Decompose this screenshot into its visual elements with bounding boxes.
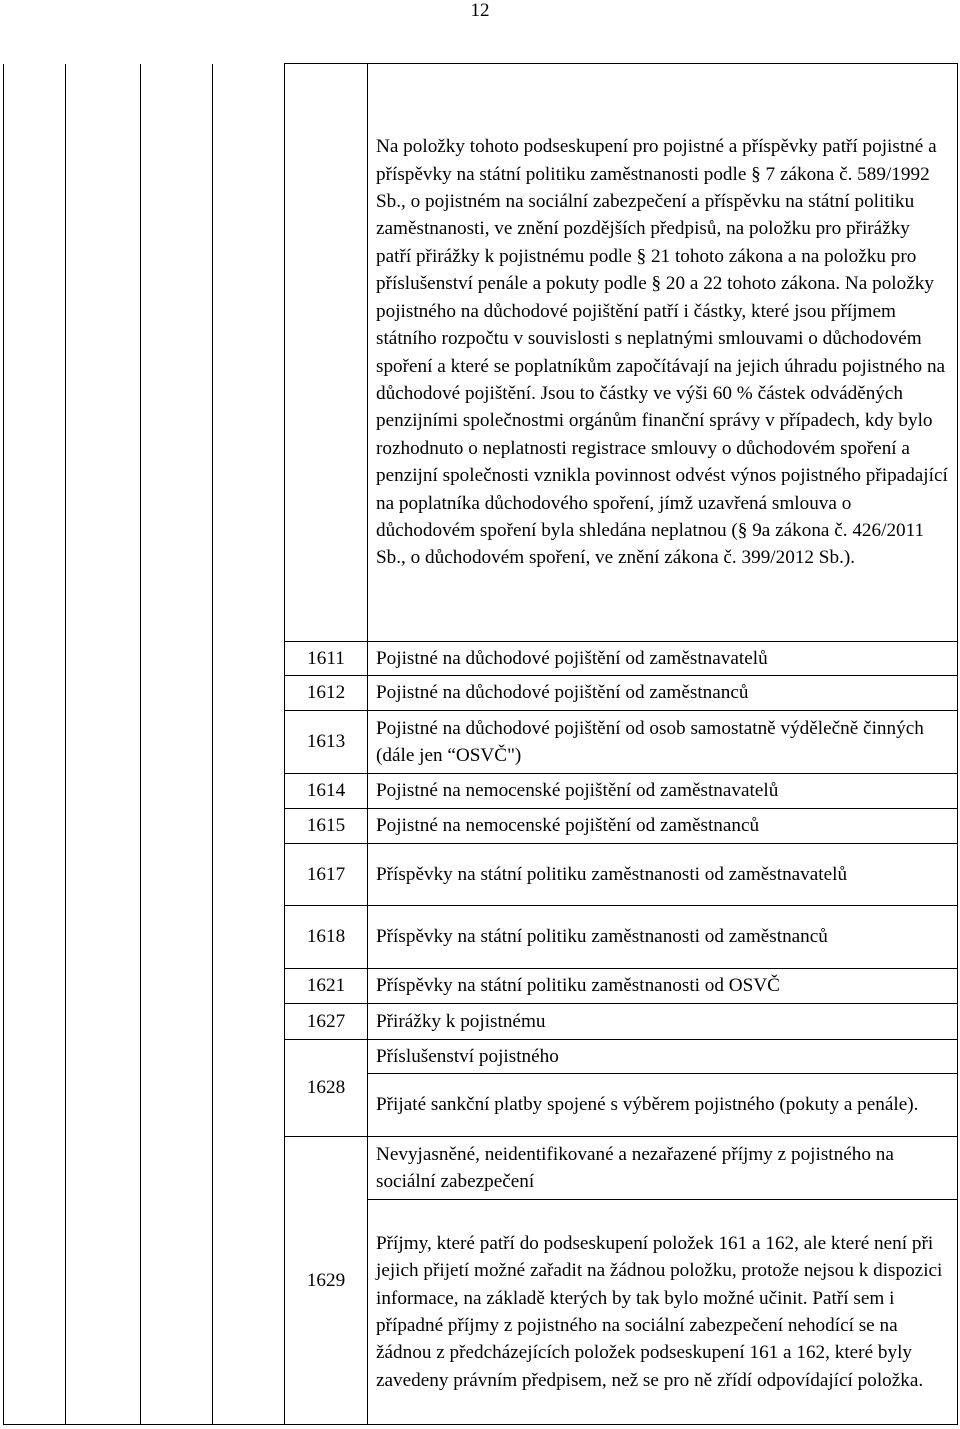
- table-row: [4, 844, 958, 906]
- item-code: 1613: [285, 711, 368, 774]
- intro-code-cell: [285, 64, 368, 642]
- table-row: [4, 774, 958, 809]
- table-row: [4, 711, 958, 774]
- table-row-1629-title: [4, 1137, 958, 1200]
- item-text: Pojistné na důchodové pojištění od zaměstnanců: [368, 676, 958, 711]
- table-row-1628-description: [4, 1074, 958, 1137]
- table-row: [4, 809, 958, 844]
- table-row-1629-description: [4, 1200, 958, 1425]
- item-code: 1614: [285, 774, 368, 809]
- budget-items-table: [3, 63, 958, 1425]
- item-code: 1617: [285, 844, 368, 906]
- table-row: [4, 969, 958, 1004]
- item-text: Pojistné na důchodové pojištění od zaměstnavatelů: [368, 642, 958, 676]
- page-number: 12: [470, 0, 490, 21]
- table-row-1628-title: [4, 1040, 958, 1074]
- item-title: Příslušenství pojistného: [368, 1040, 958, 1074]
- table-row: [4, 1004, 958, 1040]
- item-text: Příspěvky na státní politiku zaměstnanosti od zaměstnanců: [368, 906, 958, 969]
- item-text: Příspěvky na státní politiku zaměstnanosti od zaměstnavatelů: [368, 844, 958, 906]
- item-text: Pojistné na nemocenské pojištění od zaměstnanců: [368, 809, 958, 844]
- item-code: 1618: [285, 906, 368, 969]
- item-code: 1611: [285, 642, 368, 676]
- item-text: Přirážky k pojistnému: [368, 1004, 958, 1040]
- table-row: [4, 676, 958, 711]
- intro-text: Na položky tohoto podseskupení pro pojistné a příspěvky patří pojistné a příspěvky na státní politiku zaměstnanosti podle § 7 zákona č. 589/1992 Sb., o pojistném na sociální zabezpečení a příspěvku na státní politiku zaměstnanosti, ve znění pozdějších předpisů, na položku pro přirážky patří přirážky k pojistnému podle § 21 tohoto zákona a na položku pro příslušenství penále a pokuty podle § 20 a 22 tohoto zákona. Na položky pojistného na důchodové pojištění patří i částky, které jsou příjmem státního rozpočtu v souvislosti s neplatnými smlouvami o důchodovém spoření a které se poplatníkům započítávají na jejich úhradu pojistného na důchodové pojištění. Jsou to částky ve výši 60 % částek odváděných penzijními společnostmi orgánům finanční správy v případech, kdy bylo rozhodnuto o neplatnosti registrace smlouvy o důchodovém spoření a penzijní společnosti vznikla povinnost odvést výnos pojistného připadající na poplatníka důchodového spoření, jímž uzavřená smlouva o důchodovém spoření byla shledána neplatnou (§ 9a zákona č. 426/2011 Sb., o důchodovém spoření, ve znění zákona č. 399/2012 Sb.).: [376, 136, 948, 569]
- item-code: 1621: [285, 969, 368, 1004]
- item-code: 1612: [285, 676, 368, 711]
- item-text: Pojistné na důchodové pojištění od osob samostatně výdělečně činných (dále jen “OSVČ"): [368, 711, 958, 774]
- table-row: [4, 906, 958, 969]
- table-row: [4, 642, 958, 676]
- item-code: 1628: [285, 1040, 368, 1137]
- item-code: 1627: [285, 1004, 368, 1040]
- item-text: Příspěvky na státní politiku zaměstnanosti od OSVČ: [368, 969, 958, 1004]
- intro-row: [4, 64, 958, 642]
- item-text: Pojistné na nemocenské pojištění od zaměstnavatelů: [368, 774, 958, 809]
- item-code: 1615: [285, 809, 368, 844]
- item-title: Nevyjasněné, neidentifikované a nezařazené příjmy z pojistného na sociální zabezpečení: [368, 1137, 958, 1200]
- item-description: Přijaté sankční platby spojené s výběrem pojistného (pokuty a penále).: [368, 1074, 958, 1137]
- intro-text-cell: [368, 64, 958, 642]
- item-code: 1629: [285, 1137, 368, 1425]
- item-description: Příjmy, které patří do podseskupení položek 161 a 162, ale které není při jejich přijetí možné zařadit na žádnou položku, protože nejsou k dispozici informace, na základě kterých by tak bylo možné učinit. Patří sem i případné příjmy z pojistného na sociální zabezpečení nehodící se na žádnou z předcházejících položek podseskupení 161 a 162, které byly zavedeny právním předpisem, než se pro ně zřídí odpovídající položka.: [368, 1200, 958, 1425]
